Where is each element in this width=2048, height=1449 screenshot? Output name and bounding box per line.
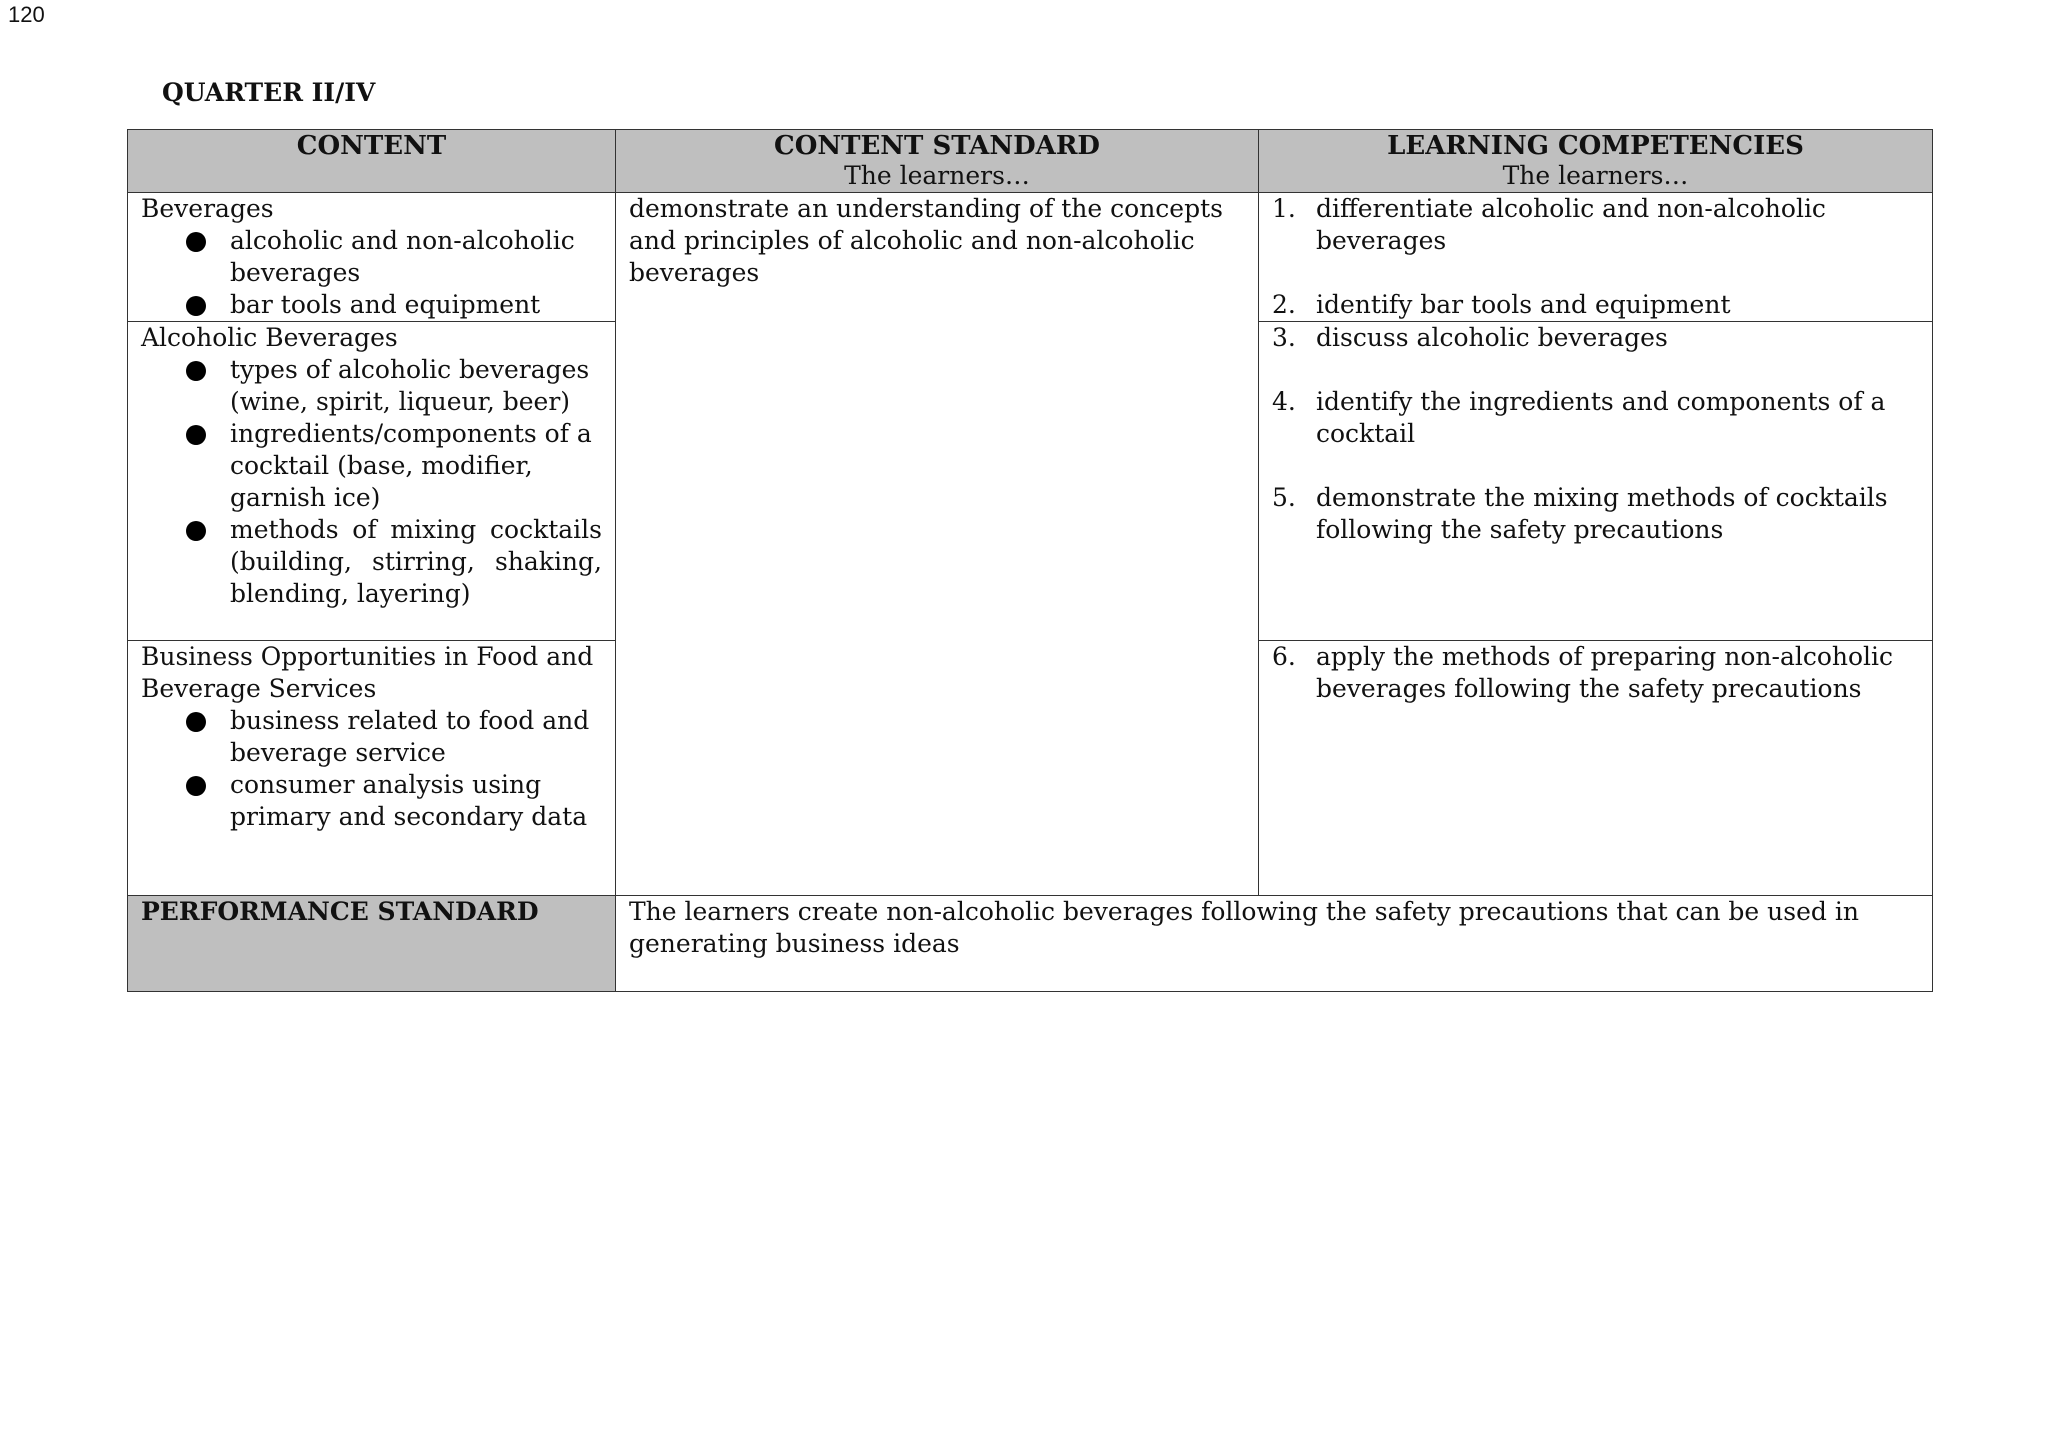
competency-list <box>1272 322 1919 546</box>
header-content-title: CONTENT <box>296 131 447 161</box>
competency-item <box>1272 482 1919 546</box>
list-item <box>186 225 602 289</box>
content-title: Business Opportunities in Food and Beverage Services <box>141 642 594 703</box>
list-item-text: business related to food and beverage service <box>230 706 590 767</box>
competency-text: identify bar tools and equipment <box>1316 290 1731 319</box>
header-content <box>128 130 616 193</box>
competency-list <box>1272 641 1919 705</box>
list-item-text: ingredients/components of a cocktail (base, modifier, garnish ice) <box>230 419 592 512</box>
competency-number: 3. <box>1272 323 1296 352</box>
list-item-text: consumer analysis using primary and secondary data <box>230 770 588 831</box>
bullet-icon <box>186 521 206 541</box>
competencies-cell <box>1259 641 1933 896</box>
competency-text: demonstrate the mixing methods of cocktails following the safety precautions <box>1316 483 1888 544</box>
competency-item <box>1272 193 1919 257</box>
competency-number: 1. <box>1272 194 1296 223</box>
competency-text: apply the methods of preparing non-alcoholic beverages following the safety precautions <box>1316 642 1894 703</box>
competency-list <box>1272 193 1919 321</box>
bullet-icon <box>186 361 206 381</box>
competencies-cell <box>1259 322 1933 641</box>
header-learning-competencies-title: LEARNING COMPETENCIES <box>1387 131 1804 161</box>
content-cell <box>128 193 616 322</box>
quarter-heading: QUARTER II/IV <box>162 78 376 107</box>
performance-standard-label: PERFORMANCE STANDARD <box>128 896 616 992</box>
competency-item <box>1272 289 1919 321</box>
content-list <box>141 354 602 610</box>
list-item-text: alcoholic and non-alcoholic beverages <box>230 226 575 287</box>
content-cell <box>128 322 616 641</box>
performance-standard-row <box>128 896 1933 992</box>
competency-text: discuss alcoholic beverages <box>1316 323 1668 352</box>
content-list <box>141 225 602 321</box>
competency-text: identify the ingredients and components of a cocktail <box>1316 387 1886 448</box>
list-item <box>186 514 602 610</box>
competency-item <box>1272 641 1919 705</box>
content-standard-cell <box>616 193 1259 896</box>
list-item <box>186 769 602 833</box>
content-list <box>141 705 602 833</box>
list-spacer <box>1272 354 1919 386</box>
competency-number: 6. <box>1272 642 1296 671</box>
content-cell <box>128 641 616 896</box>
bullet-icon <box>186 296 206 316</box>
list-spacer <box>1272 257 1919 289</box>
list-item-text: types of alcoholic beverages (wine, spirit, liqueur, beer) <box>230 355 590 416</box>
competency-number: 2. <box>1272 290 1296 319</box>
table-row <box>128 193 1933 322</box>
bullet-icon <box>186 776 206 796</box>
header-content-standard-title: CONTENT STANDARD <box>774 131 1100 161</box>
list-item <box>186 705 602 769</box>
header-content-standard-sub: The learners… <box>844 161 1030 190</box>
competency-item <box>1272 322 1919 354</box>
competency-number: 5. <box>1272 483 1296 512</box>
curriculum-table <box>127 129 1933 992</box>
header-row <box>128 130 1933 193</box>
competency-text: differentiate alcoholic and non-alcoholic beverages <box>1316 194 1826 255</box>
content-standard-text: demonstrate an understanding of the concepts and principles of alcoholic and non-alcoholic beverages <box>629 194 1223 287</box>
competency-number: 4. <box>1272 387 1296 416</box>
list-spacer <box>1272 450 1919 482</box>
bullet-icon <box>186 232 206 252</box>
header-learning-competencies-sub: The learners… <box>1502 161 1689 190</box>
performance-standard-text: The learners create non-alcoholic beverages following the safety precautions that can be used in generating business ideas <box>616 896 1933 992</box>
page-number: 120 <box>8 2 45 27</box>
header-learning-competencies <box>1259 130 1933 193</box>
list-item-text: methods of mixing cocktails (building, stirring, shaking, blending, layering) <box>230 515 602 608</box>
list-item-text: bar tools and equipment <box>230 290 541 319</box>
list-item <box>186 418 602 514</box>
list-item <box>186 354 602 418</box>
content-title: Beverages <box>141 194 274 223</box>
competency-item <box>1272 386 1919 450</box>
bullet-icon <box>186 712 206 732</box>
list-item <box>186 289 602 321</box>
content-title: Alcoholic Beverages <box>141 323 398 352</box>
bullet-icon <box>186 425 206 445</box>
competencies-cell <box>1259 193 1933 322</box>
header-content-standard <box>616 130 1259 193</box>
